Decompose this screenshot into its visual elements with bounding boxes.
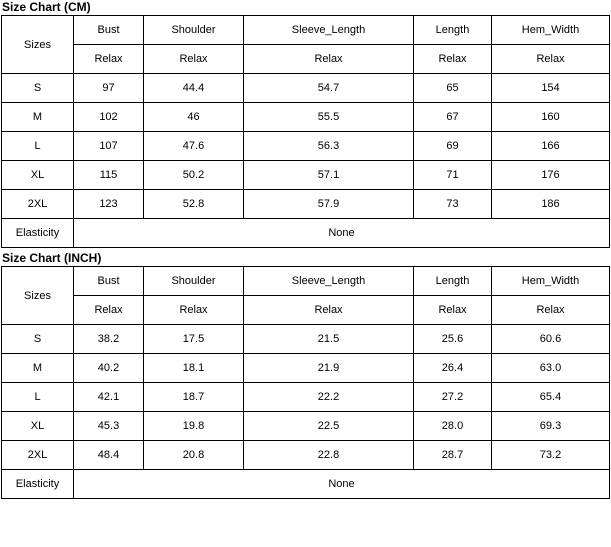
cell-hem-width: 186 bbox=[492, 190, 610, 219]
cell-bust: 115 bbox=[74, 161, 144, 190]
cell-bust: 107 bbox=[74, 132, 144, 161]
column-header-hem-width: Hem_Width bbox=[492, 267, 610, 296]
table-row bbox=[2, 190, 610, 219]
cell-sleeve-length: 22.5 bbox=[244, 412, 414, 441]
column-header-hem-width: Hem_Width bbox=[492, 16, 610, 45]
row-size-label: S bbox=[2, 74, 74, 103]
row-size-label: M bbox=[2, 354, 74, 383]
table-row bbox=[2, 132, 610, 161]
cell-hem-width: 160 bbox=[492, 103, 610, 132]
subheader-bust: Relax bbox=[74, 45, 144, 74]
table-row bbox=[2, 161, 610, 190]
row-size-label: 2XL bbox=[2, 441, 74, 470]
cell-length: 25.6 bbox=[414, 325, 492, 354]
cell-length: 27.2 bbox=[414, 383, 492, 412]
cell-shoulder: 17.5 bbox=[144, 325, 244, 354]
row-size-label: M bbox=[2, 103, 74, 132]
cell-bust: 38.2 bbox=[74, 325, 144, 354]
table-row bbox=[2, 412, 610, 441]
row-size-label: XL bbox=[2, 412, 74, 441]
size-chart-inch-table bbox=[1, 266, 610, 499]
cell-sleeve-length: 22.8 bbox=[244, 441, 414, 470]
cell-hem-width: 69.3 bbox=[492, 412, 610, 441]
subheader-shoulder: Relax bbox=[144, 45, 244, 74]
table-header-row bbox=[2, 16, 610, 45]
subheader-hem-width: Relax bbox=[492, 296, 610, 325]
table-header-row bbox=[2, 267, 610, 296]
row-size-label: S bbox=[2, 325, 74, 354]
column-header-bust: Bust bbox=[74, 267, 144, 296]
elasticity-row bbox=[2, 219, 610, 248]
table-row bbox=[2, 74, 610, 103]
column-header-sleeve-length: Sleeve_Length bbox=[244, 267, 414, 296]
column-header-shoulder: Shoulder bbox=[144, 16, 244, 45]
table-row bbox=[2, 383, 610, 412]
subheader-sleeve-length: Relax bbox=[244, 296, 414, 325]
cell-shoulder: 20.8 bbox=[144, 441, 244, 470]
cell-bust: 42.1 bbox=[74, 383, 144, 412]
size-chart-cm-title: Size Chart (CM) bbox=[2, 0, 91, 14]
cell-shoulder: 52.8 bbox=[144, 190, 244, 219]
cell-shoulder: 50.2 bbox=[144, 161, 244, 190]
cell-shoulder: 18.1 bbox=[144, 354, 244, 383]
cell-bust: 40.2 bbox=[74, 354, 144, 383]
subheader-sleeve-length: Relax bbox=[244, 45, 414, 74]
subheader-bust: Relax bbox=[74, 296, 144, 325]
cell-bust: 102 bbox=[74, 103, 144, 132]
cell-sleeve-length: 57.9 bbox=[244, 190, 414, 219]
cell-length: 65 bbox=[414, 74, 492, 103]
cell-length: 28.0 bbox=[414, 412, 492, 441]
size-chart-inch-title: Size Chart (INCH) bbox=[2, 251, 102, 265]
cell-sleeve-length: 21.5 bbox=[244, 325, 414, 354]
cell-hem-width: 65.4 bbox=[492, 383, 610, 412]
cell-bust: 45.3 bbox=[74, 412, 144, 441]
elasticity-label: Elasticity bbox=[2, 219, 74, 248]
table-row bbox=[2, 354, 610, 383]
cell-hem-width: 63.0 bbox=[492, 354, 610, 383]
cell-shoulder: 47.6 bbox=[144, 132, 244, 161]
column-header-shoulder: Shoulder bbox=[144, 267, 244, 296]
subheader-shoulder: Relax bbox=[144, 296, 244, 325]
cell-shoulder: 19.8 bbox=[144, 412, 244, 441]
table-subheader-row bbox=[2, 296, 610, 325]
cell-sleeve-length: 54.7 bbox=[244, 74, 414, 103]
table-row bbox=[2, 325, 610, 354]
cell-hem-width: 73.2 bbox=[492, 441, 610, 470]
cell-hem-width: 176 bbox=[492, 161, 610, 190]
elasticity-value: None bbox=[74, 219, 610, 248]
row-size-label: L bbox=[2, 132, 74, 161]
cell-length: 69 bbox=[414, 132, 492, 161]
row-size-label: XL bbox=[2, 161, 74, 190]
cell-length: 73 bbox=[414, 190, 492, 219]
subheader-length: Relax bbox=[414, 45, 492, 74]
cell-shoulder: 44.4 bbox=[144, 74, 244, 103]
sizes-header-cell: Sizes bbox=[2, 16, 74, 74]
cell-sleeve-length: 55.5 bbox=[244, 103, 414, 132]
column-header-length: Length bbox=[414, 16, 492, 45]
cell-length: 26.4 bbox=[414, 354, 492, 383]
cell-bust: 123 bbox=[74, 190, 144, 219]
table-subheader-row bbox=[2, 45, 610, 74]
cell-length: 71 bbox=[414, 161, 492, 190]
cell-length: 28.7 bbox=[414, 441, 492, 470]
column-header-bust: Bust bbox=[74, 16, 144, 45]
row-size-label: L bbox=[2, 383, 74, 412]
elasticity-value: None bbox=[74, 470, 610, 499]
cell-hem-width: 154 bbox=[492, 74, 610, 103]
elasticity-row bbox=[2, 470, 610, 499]
cell-bust: 48.4 bbox=[74, 441, 144, 470]
table-row bbox=[2, 103, 610, 132]
table-row bbox=[2, 441, 610, 470]
column-header-length: Length bbox=[414, 267, 492, 296]
column-header-sleeve-length: Sleeve_Length bbox=[244, 16, 414, 45]
cell-shoulder: 46 bbox=[144, 103, 244, 132]
subheader-length: Relax bbox=[414, 296, 492, 325]
size-chart-cm-table bbox=[1, 15, 610, 248]
cell-hem-width: 166 bbox=[492, 132, 610, 161]
cell-hem-width: 60.6 bbox=[492, 325, 610, 354]
sizes-header-cell: Sizes bbox=[2, 267, 74, 325]
subheader-hem-width: Relax bbox=[492, 45, 610, 74]
elasticity-label: Elasticity bbox=[2, 470, 74, 499]
cell-bust: 97 bbox=[74, 74, 144, 103]
cell-sleeve-length: 22.2 bbox=[244, 383, 414, 412]
cell-sleeve-length: 57.1 bbox=[244, 161, 414, 190]
cell-shoulder: 18.7 bbox=[144, 383, 244, 412]
cell-sleeve-length: 21.9 bbox=[244, 354, 414, 383]
row-size-label: 2XL bbox=[2, 190, 74, 219]
cell-sleeve-length: 56.3 bbox=[244, 132, 414, 161]
cell-length: 67 bbox=[414, 103, 492, 132]
